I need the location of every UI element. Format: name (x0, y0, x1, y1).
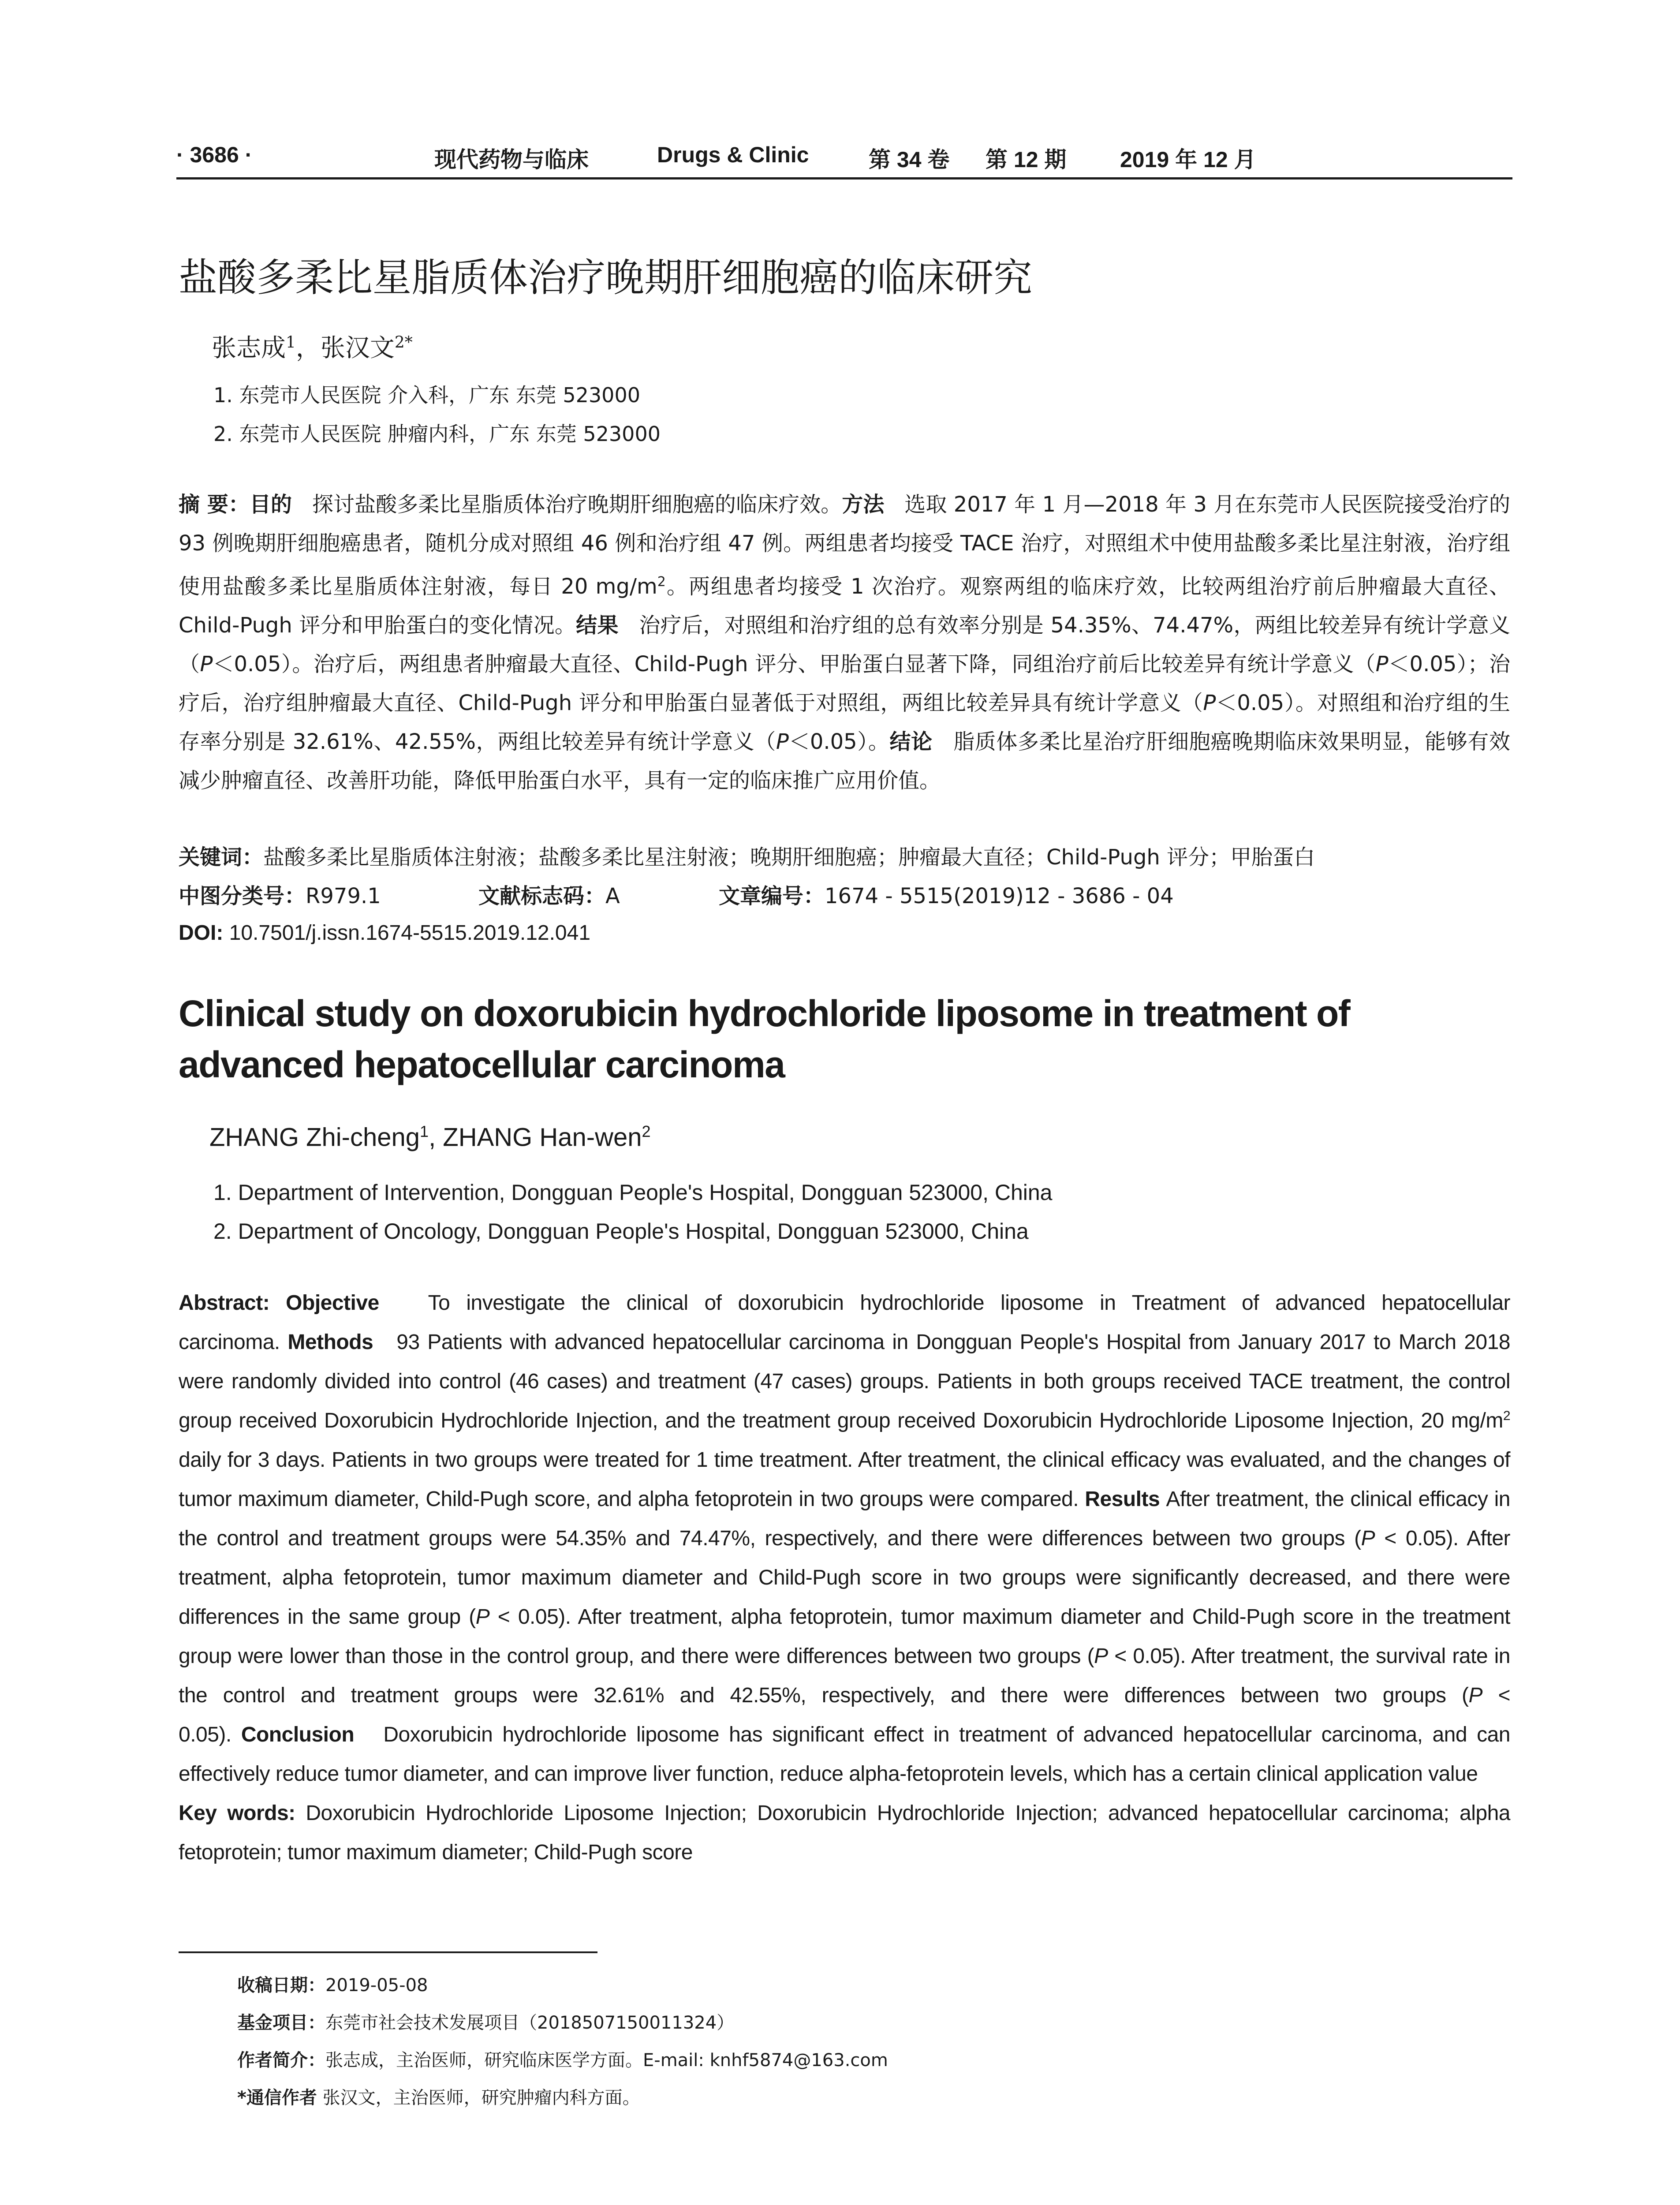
results-text: ＜0.05）。对照组和治疗组的生存率分别是 32.61%、42.55%，两组比较差异有统计学意义（ (179, 691, 1510, 754)
article-no-label: 文章编号： (719, 884, 825, 908)
footnote-label: 作者简介： (237, 2050, 325, 2070)
title-en: Clinical study on doxorubicin hydrochloride liposome in treatment of advanced hepatocellular carcinoma (179, 993, 1350, 1085)
results-text: < 0.05). After treatment, alpha fetoprotein, tumor maximum diameter and Child-Pugh score in the treatment group were lower than those in the control group, and there were differences between two groups ( (179, 1605, 1510, 1668)
abstract-en (179, 1283, 1510, 1872)
methods-label: Methods (287, 1330, 373, 1354)
superscript: 2 (657, 574, 666, 590)
keywords-text: 盐酸多柔比星脂质体注射液；盐酸多柔比星注射液；晚期肝细胞癌；肿瘤最大直径；Child-Pugh 评分；甲胎蛋白 (263, 845, 1315, 870)
affiliation-cn: 1. 东莞市人民医院 介入科，广东 东莞 523000 (213, 383, 640, 407)
results-text: 治疗后，对照组和治疗组的总有效率分别是 54.35%、74.47%，两组比较差异有统计学意义（ (179, 613, 1510, 676)
p-symbol: P (776, 729, 789, 754)
affiliation-cn: 2. 东莞市人民医院 肿瘤内科，广东 东莞 523000 (213, 422, 661, 446)
conclusion-label: Conclusion (241, 1723, 355, 1746)
page-number: · 3686 · (176, 142, 253, 167)
results-text: ＜0.05）。 (788, 729, 890, 754)
author-affiliation-mark: 2* (394, 333, 413, 352)
results-text: ＜0.05）。治疗后，两组患者肿瘤最大直径、Child-Pugh 评分、甲胎蛋白显著下降，同组治疗前后比较差异有统计学意义（ (213, 652, 1376, 676)
footnote-label: 收稿日期： (237, 1975, 325, 1996)
author-name: 张汉文 (320, 334, 395, 363)
methods-text: 。两组患者均接受 1 次治疗。观察两组的临床疗效，比较两组治疗前后肿瘤最大直径、Child-Pugh 评分和甲胎蛋白的变化情况。 (179, 574, 1510, 638)
results-text: ＜0.05）；治疗后，治疗组肿瘤最大直径、Child-Pugh 评分和甲胎蛋白显著低于对照组，两组比较差异具有统计学意义（ (179, 652, 1510, 715)
results-label: Results (1085, 1487, 1160, 1511)
superscript: 2 (1503, 1409, 1510, 1423)
author-name: ZHANG Han-wen (443, 1123, 642, 1152)
author-name: 张志成 (212, 334, 286, 363)
footnote-text: 东莞市社会技术发展项目（2018507150011324） (325, 2013, 735, 2033)
clc-value: R979.1 (306, 884, 381, 908)
affiliation-en: 2. Department of Oncology, Dongguan People's Hospital, Dongguan 523000, China (213, 1219, 1029, 1244)
keywords-text: Doxorubicin Hydrochloride Liposome Injection; Doxorubicin Hydrochloride Injection; advanced hepatocellular carcinoma; alpha fetoprotein; tumor maximum diameter; Child-Pugh score (179, 1801, 1511, 1864)
footnote-text: 张汉文，主治医师，研究肿瘤内科方面。 (317, 2088, 640, 2108)
results-text: After treatment, the clinical efficacy in the control and treatment groups were 54.35% and 74.47%, respectively, and there were differences between two groups ( (179, 1487, 1510, 1550)
title-cn: 盐酸多柔比星脂质体治疗晚期肝细胞癌的临床研究 (179, 255, 1033, 300)
authors-en (209, 1122, 651, 1152)
issue-date: 2019 年 12 月 (1120, 147, 1256, 172)
author-affiliation-mark: 2 (642, 1122, 651, 1140)
footnote-corresponding (237, 2084, 640, 2109)
results-label: 结果 (576, 613, 619, 638)
footnote-funding (237, 2009, 734, 2034)
journal-name-cn: 现代药物与临床 (434, 146, 589, 172)
journal-name-en: Drugs & Clinic (657, 142, 809, 167)
clc-label: 中图分类号： (179, 884, 306, 908)
affiliation-en: 1. Department of Intervention, Dongguan People's Hospital, Dongguan 523000, China (213, 1180, 1053, 1205)
p-symbol: P (475, 1605, 490, 1629)
p-symbol: P (1203, 691, 1216, 715)
author-separator: ， (295, 334, 321, 363)
footnote-rule (179, 1951, 597, 1953)
objective-label: 目的 (249, 492, 292, 517)
author-separator: , (429, 1123, 443, 1152)
conclusion-text: Doxorubicin hydrochloride liposome has significant effect in treatment of advanced hepatocellular carcinoma, and can effectively reduce tumor diameter, and can improve liver function, reduce alpha-fetoprotein levels, which has a certain clinical application value (179, 1723, 1510, 1786)
p-symbol: P (1375, 652, 1389, 676)
conclusion-label: 结论 (889, 729, 933, 754)
doi-label: DOI: (179, 921, 224, 945)
author-name: ZHANG Zhi-cheng (209, 1123, 420, 1152)
conclusion-text: 脂质体多柔比星治疗肝细胞癌晚期临床效果明显，能够有效减少肿瘤直径、改善肝功能，降低甲胎蛋白水平，具有一定的临床推广应用价值。 (179, 729, 1510, 793)
footnote-label: 基金项目： (237, 2013, 325, 2033)
classification-line (179, 879, 381, 909)
objective-text: 探讨盐酸多柔比星脂质体治疗晚期肝细胞癌的临床疗效。 (312, 492, 842, 517)
footnote-received (237, 1971, 428, 1996)
results-text: < 0.05). After treatment, the survival rate in the control and treatment groups were 32.61% and 42.55%, respectively, and there were differences between two groups ( (179, 1644, 1510, 1707)
methods-text: 选取 2017 年 1 月—2018 年 3 月在东莞市人民医院接受治疗的 93 例晚期肝细胞癌患者，随机分成对照组 46 例和治疗组 47 例。两组患者均接受 TACE 治疗，对照组术中使用盐酸多柔比星注射液，治疗组使用盐酸多柔比星脂质体注射液，每日 20 mg/m (179, 492, 1510, 599)
abstract-label: 摘 要： (179, 492, 250, 517)
methods-text: 93 Patients with advanced hepatocellular carcinoma in Dongguan People's Hospital from January 2017 to March 2018 were randomly divided into control (46 cases) and treatment (47 cases) groups. Patients in both groups received TACE treatment, the control group received Doxorubicin Hydrochloride Injection, and the treatment group received Doxorubicin Hydrochloride Liposome Injection, 20 mg/m (179, 1330, 1510, 1432)
objective-text: To investigate the clinical of doxorubicin hydrochloride liposome in Treatment of advanced hepatocellular carcinoma. (179, 1291, 1510, 1354)
authors-cn (212, 329, 413, 364)
doc-code-value: A (605, 884, 620, 908)
p-symbol: P (200, 652, 213, 676)
footnote-text: 张志成，主治医师，研究临床医学方面。E-mail: knhf5874@163.com (325, 2050, 888, 2070)
p-symbol: P (1468, 1684, 1482, 1707)
results-text: < 0.05). (179, 1684, 1510, 1746)
article-number (719, 879, 1174, 909)
footnote-author-bio (237, 2046, 888, 2071)
author-affiliation-mark: 1 (286, 333, 296, 352)
keywords-label: Key words: (179, 1801, 295, 1825)
results-text: < 0.05). After treatment, alpha fetoprotein, tumor maximum diameter and Child-Pugh score in two groups were significantly decreased, and there were differences in the same group ( (179, 1527, 1510, 1629)
abstract-cn (179, 485, 1510, 800)
header-rule (176, 177, 1512, 179)
p-symbol: P (1361, 1527, 1375, 1550)
methods-text: daily for 3 days. Patients in two groups were treated for 1 time treatment. After treatment, the clinical efficacy was evaluated, and the changes of tumor maximum diameter, Child-Pugh score, and alpha fetoprotein in two groups were compared. (179, 1448, 1510, 1511)
keywords-label: 关键词： (179, 845, 264, 870)
footnote-text: 2019-05-08 (325, 1975, 428, 1996)
keywords-cn (179, 840, 1510, 871)
abstract-label: Abstract: (179, 1291, 270, 1315)
doi-line (179, 921, 590, 945)
p-symbol: P (1094, 1644, 1108, 1668)
issue: 第 12 期 (986, 147, 1067, 172)
doc-code-label: 文献标志码： (478, 884, 606, 908)
objective-label: Objective (286, 1291, 379, 1315)
article-no-value: 1674 - 5515(2019)12 - 3686 - 04 (825, 884, 1174, 908)
methods-label: 方法 (842, 492, 885, 517)
doi-value: 10.7501/j.issn.1674-5515.2019.12.041 (223, 921, 591, 945)
document-code (478, 879, 620, 909)
volume: 第 34 卷 (869, 147, 950, 172)
footnote-label: *通信作者 (237, 2088, 317, 2108)
author-affiliation-mark: 1 (420, 1122, 429, 1140)
